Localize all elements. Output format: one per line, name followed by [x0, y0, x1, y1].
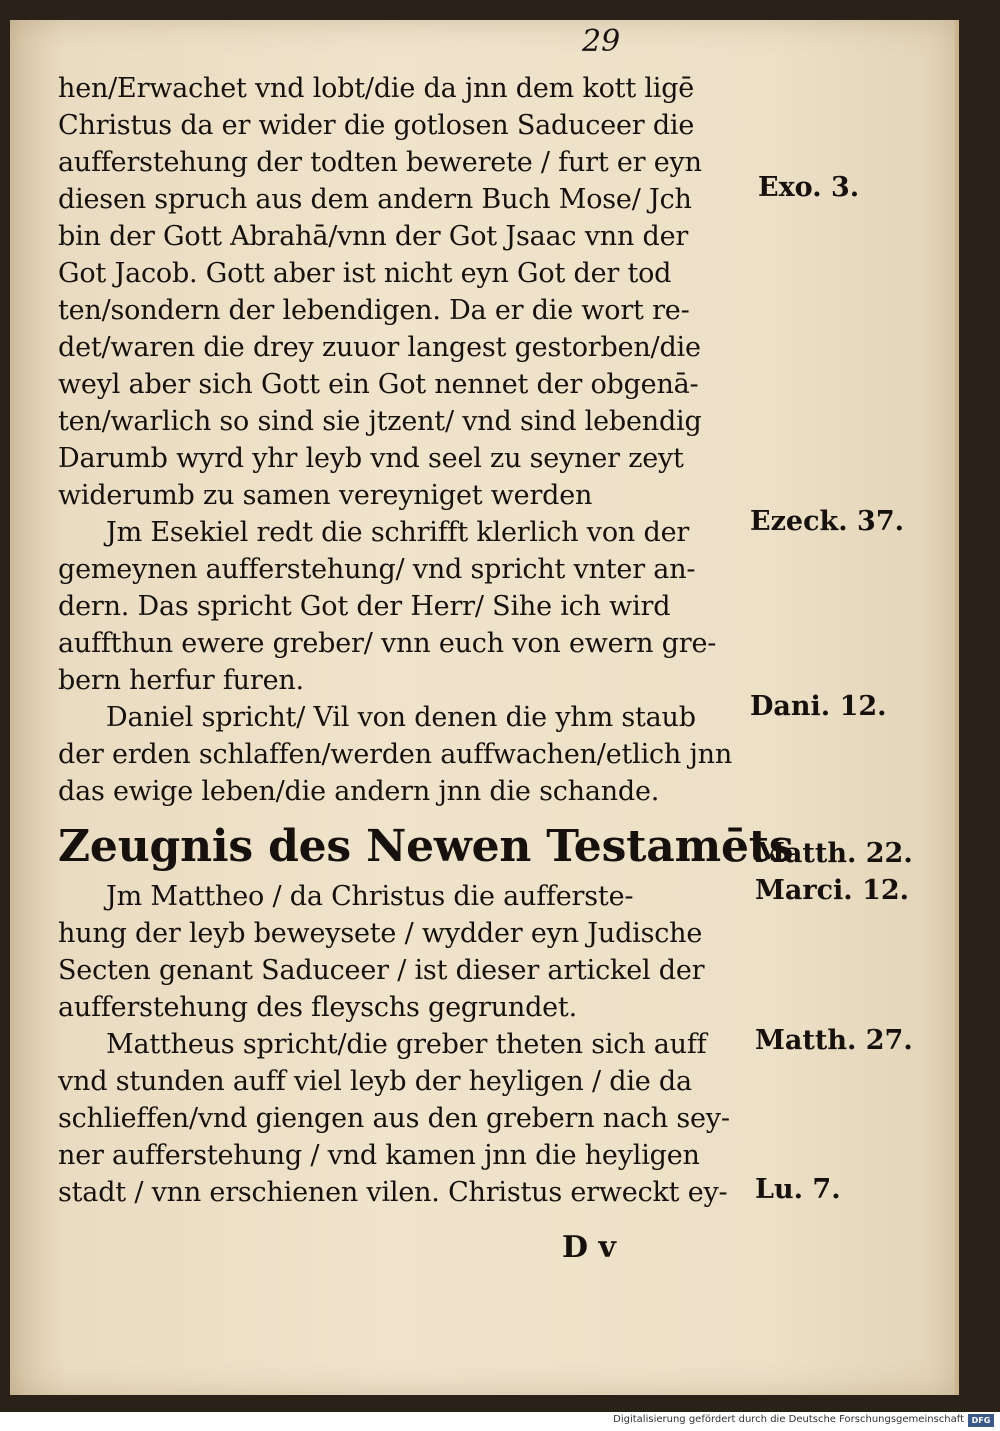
text-line: gemeynen aufferstehung/ vnd spricht vnter an-	[58, 554, 696, 585]
text-line: vnd stunden auff viel leyb der heyligen / die da	[58, 1066, 692, 1097]
funding-credit: Digitalisierung gefördert durch die Deutsche Forschungsgemeinschaft	[613, 1414, 964, 1425]
text-line: aufferstehung der todten bewerete / furt er eyn	[58, 147, 702, 178]
text-line: ten/sondern der lebendigen. Da er die wort re-	[58, 295, 690, 326]
text-line: dern. Das spricht Got der Herr/ Sihe ich wird	[58, 591, 671, 622]
text-line: widerumb zu samen vereyniget werden	[58, 480, 593, 511]
text-line: bern herfur furen.	[58, 665, 304, 696]
text-line: schlieffen/vnd giengen aus den grebern nach sey-	[58, 1103, 730, 1134]
margin-reference: Lu. 7.	[755, 1174, 841, 1205]
text-line: det/waren die drey zuuor langest gestorben/die	[58, 332, 701, 363]
text-line: Got Jacob. Gott aber ist nicht eyn Got der tod	[58, 258, 672, 289]
margin-reference: Dani. 12.	[750, 691, 887, 722]
paragraph-start-line: Jm Esekiel redt die schrifft klerlich von der	[106, 517, 690, 548]
margin-reference: Ezeck. 37.	[750, 506, 905, 537]
margin-reference: Matth. 27.	[755, 1025, 913, 1056]
margin-reference: Exo. 3.	[758, 172, 860, 203]
text-line: stadt / vnn erschienen vilen. Christus erweckt ey-	[58, 1177, 728, 1208]
text-line: ten/warlich so sind sie jtzent/ vnd sind lebendig	[58, 406, 702, 437]
margin-reference: Marci. 12.	[755, 875, 910, 906]
text-line: aufferstehung des fleyschs gegrundet.	[58, 992, 577, 1023]
text-line: weyl aber sich Gott ein Got nennet der obgenā-	[58, 369, 699, 400]
paragraph-start-line: Mattheus spricht/die greber theten sich auff	[106, 1029, 707, 1060]
text-line: hung der leyb beweysete / wydder eyn Judische	[58, 918, 703, 949]
margin-reference: Matth. 22.	[755, 838, 913, 869]
dfg-logo-icon: DFG	[968, 1414, 994, 1427]
text-line: das ewige leben/die andern jnn die schande.	[58, 776, 660, 807]
signature-mark: D v	[562, 1230, 616, 1265]
text-block	[58, 70, 794, 1211]
text-line: Secten genant Saduceer / ist dieser artickel der	[58, 955, 705, 986]
paragraph-start-line: Daniel spricht/ Vil von denen die yhm staub	[106, 702, 696, 733]
page-number: 29	[582, 24, 621, 59]
text-line: auffthun ewere greber/ vnn euch von ewern gre-	[58, 628, 717, 659]
text-line: der erden schlaffen/werden auffwachen/etlich jnn	[58, 739, 733, 770]
section-heading: Zeugnis des Newen Testamēts	[58, 821, 794, 872]
text-line: diesen spruch aus dem andern Buch Mose/ Jch	[58, 184, 692, 215]
text-line: Darumb wyrd yhr leyb vnd seel zu seyner zeyt	[58, 443, 684, 474]
footer-bar	[0, 1412, 1000, 1431]
text-line: ner aufferstehung / vnd kamen jnn die heyligen	[58, 1140, 700, 1171]
text-line: hen/Erwachet vnd lobt/die da jnn dem kott ligē	[58, 73, 695, 104]
text-line: bin der Gott Abrahā/vnn der Got Jsaac vnn der	[58, 221, 689, 252]
book-page	[10, 20, 959, 1395]
paragraph-start-line: Jm Mattheo / da Christus die aufferste-	[106, 881, 634, 912]
text-line: Christus da er wider die gotlosen Saduceer die	[58, 110, 695, 141]
